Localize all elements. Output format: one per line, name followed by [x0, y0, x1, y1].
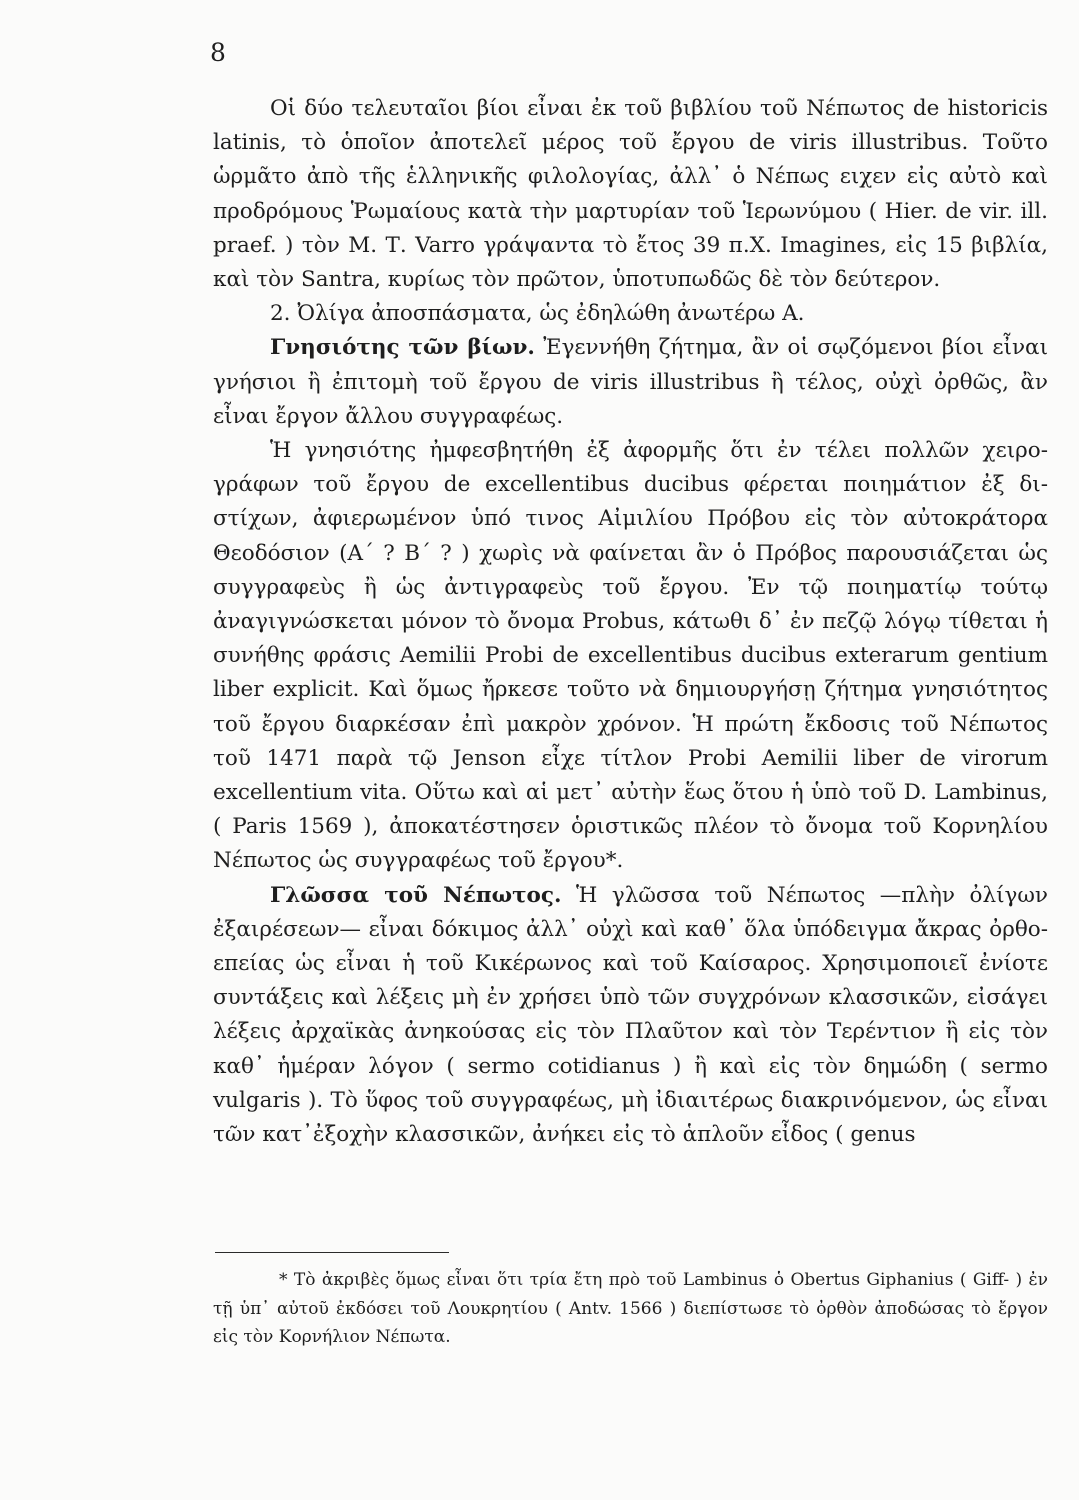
paragraph-text: Ἡ γλῶσσα τοῦ Νέπωτος —πλὴν ὀλίγων ἐξαιρέσεων— εἶναι δόκιμος ἀλλ᾽ οὐχὶ καὶ καθ᾽ ὅλα ὑπόδειγμα ἄκρας ὀρθοεπείας ὡς εἶναι ἡ τοῦ Κικέρωνος καὶ τοῦ Καίσαρος. Χρησιμοποιεῖ ἐνίοτε συντάξεις καὶ λέξεις μὴ ἐν χρήσει ὑπὸ τῶν συγχρόνων κλασσικῶν, εἰσάγει λέξεις ἀρχαϊκὰς ἀνηκούσας εἰς τὸν Πλαῦτον καὶ τὸν Τερέντιον ἢ εἰς τὸν καθ᾽ ἡμέραν λόγον ( sermo cotidianus ) ἢ καὶ εἰς τὸν δημώδη ( sermo vulgaris ). Τὸ ὕφος τοῦ συγγραφέως, μὴ ἰδιαιτέρως διακρινόμενον, ὡς εἶναι τῶν κατ᾽ἐξοχὴν κλασσικῶν, ἀνήκει εἰς τὸ ἁπλοῦν εἶδος ( genus [213, 882, 1048, 1148]
footnote-text: * Τὸ ἀκριβὲς ὅμως εἶναι ὅτι τρία ἔτη πρὸ τοῦ Lambinus ὁ Obertus Giphanius ( Giff- ) ἐν τῇ ὑπ᾽ αὐτοῦ ἐκδόσει τοῦ Λουκρητίου ( Antv. 1566 ) διεπίστωσε τὸ ὀρθὸν ἀποδώσας τὸ ἔργον εἰς τὸν Κορνήλιον Νέπωτα. [213, 1270, 1048, 1347]
footnote-divider [215, 1252, 449, 1253]
paragraph-authenticity [213, 331, 1048, 434]
paragraph-fragments [213, 297, 1048, 331]
footnote [213, 1266, 1048, 1352]
section-heading-language: Γλῶσσα τοῦ Νέπωτος. [270, 882, 562, 908]
paragraph-text: 2. Ὀλίγα ἀποσπάσματα, ὡς ἐδηλώθη ἀνωτέρω Α. [270, 301, 805, 327]
section-heading-authenticity: Γνησιότης τῶν βίων. [270, 335, 535, 361]
page-number: 8 [210, 38, 226, 67]
paragraph-text: Ἡ γνησιότης ἠμφεσβητήθη ἐξ ἀφορμῆς ὅτι ἐν τέλει πολλῶν χειρογράφων τοῦ ἔργου de excellentibus ducibus φέρεται ποιημάτιον ἐξ διστίχων, ἀφιερωμένον ὑπό τινος Αἰμιλίου Πρόβου εἰς τὸν αὐτοκράτορα Θεοδόσιον (Α΄ ? Β΄ ? ) χωρὶς νὰ φαίνεται ἂν ὁ Πρόβος παρουσιάζεται ὡς συγγραφεὺς ἢ ὡς ἀντιγραφεὺς τοῦ ἔργου. Ἐν τῷ ποιηματίῳ τούτῳ ἀναγιγνώσκεται μόνον τὸ ὄνομα Probus, κάτωθι δ᾽ ἐν πεζῷ λόγῳ τίθεται ἡ συνήθης φράσις Aemilii Probi de excellentibus ducibus exterarum gentium liber explicit. Καὶ ὅμως ἤρκεσε τοῦτο νὰ δημιουργήσῃ ζήτημα γνησιότητος τοῦ ἔργου διαρκέσαν ἐπὶ μακρὸν χρόνον. Ἡ πρώτη ἔκδοσις τοῦ Νέπωτος τοῦ 1471 παρὰ τῷ Jenson εἶχε τίτλον Probi Aemilii liber de virorum excellentium vita. Οὕτω καὶ αἱ μετ᾽ αὐτὴν ἕως ὅτου ἡ ὑπὸ τοῦ D. Lambinus, ( Paris 1569 ), ἀποκατέστησεν ὁριστικῶς πλέον τὸ ὄνομα τοῦ Κορνηλίου Νέπωτος ὡς συγγραφέως τοῦ ἔργου*. [213, 438, 1048, 874]
paragraph-probus-question [213, 434, 1048, 879]
paragraph-language [213, 879, 1048, 1153]
body-text [213, 92, 1048, 1152]
paragraph-text: Οἱ δύο τελευταῖοι βίοι εἶναι ἐκ τοῦ βιβλίου τοῦ Νέπωτος de historicis latinis, τὸ ὁποῖον ἀποτελεῖ μέρος τοῦ ἔργου de viris illustribus. Τοῦτο ὡρμᾶτο ἀπὸ τῆς ἑλληνικῆς φιλολογίας, ἀλλ᾽ ὁ Νέπως ειχεν εἰς αὐτὸ καὶ προδρόμους Ῥωμαίους κατὰ τὴν μαρτυρίαν τοῦ Ἱερωνύμου ( Hier. de vir. ill. praef. ) τὸν Μ. Τ. Varro γράψαντα τὸ ἔτος 39 π.Χ. Imagines, εἰς 15 βιβλία, καὶ τὸν Santra, κυρίως τὸν πρῶτον, ὑποτυπωδῶς δὲ τὸν δεύτερον. [213, 96, 1048, 293]
paragraph-lives-of-historians [213, 92, 1048, 297]
paragraph-text: Ἐγεννήθη ζήτημα, ἂν οἱ σῳζόμενοι βίοι εἶναι γνήσιοι ἢ ἐπιτομὴ τοῦ ἔργου de viris illustribus ἢ τέλος, οὐχὶ ὀρθῶς, ἂν εἶναι ἔργον ἄλλου συγγραφέως. [213, 335, 1048, 429]
